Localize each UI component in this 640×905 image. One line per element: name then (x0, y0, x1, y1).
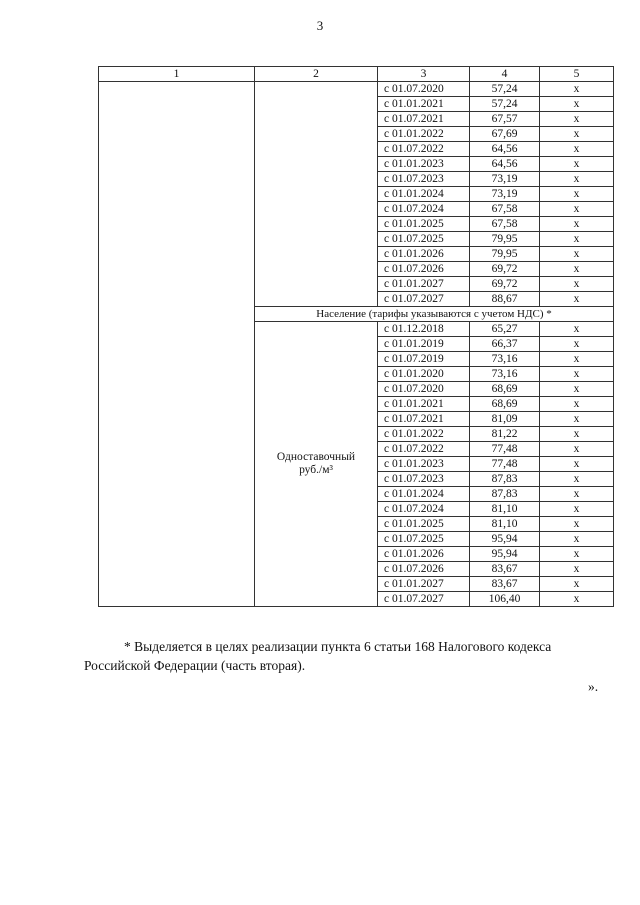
tariff-value-cell: 95,94 (470, 532, 540, 547)
period-cell: с 01.01.2027 (378, 577, 470, 592)
mark-cell: х (540, 97, 614, 112)
tariff-value-cell: 83,67 (470, 577, 540, 592)
period-cell: с 01.07.2020 (378, 382, 470, 397)
mark-cell: х (540, 367, 614, 382)
header-row (99, 67, 614, 82)
period-cell: с 01.12.2018 (378, 322, 470, 337)
tariff-table-body (99, 67, 614, 607)
mark-cell: х (540, 277, 614, 292)
blank-col-1-cell (99, 82, 255, 607)
period-cell: с 01.01.2025 (378, 217, 470, 232)
tariff-value-cell: 87,83 (470, 487, 540, 502)
mark-cell: х (540, 427, 614, 442)
tariff-value-cell: 87,83 (470, 472, 540, 487)
period-cell: с 01.01.2021 (378, 97, 470, 112)
mark-cell: х (540, 127, 614, 142)
period-cell: с 01.07.2022 (378, 442, 470, 457)
tariff-value-cell: 69,72 (470, 262, 540, 277)
tariff-value-cell: 81,09 (470, 412, 540, 427)
header-col-2: 2 (255, 67, 378, 82)
mark-cell: х (540, 172, 614, 187)
tariff-value-cell: 67,69 (470, 127, 540, 142)
period-cell: с 01.07.2026 (378, 562, 470, 577)
tariff-value-cell: 79,95 (470, 232, 540, 247)
period-cell: с 01.07.2025 (378, 532, 470, 547)
period-cell: с 01.01.2026 (378, 247, 470, 262)
period-cell: с 01.01.2020 (378, 367, 470, 382)
mark-cell: х (540, 517, 614, 532)
mark-cell: х (540, 487, 614, 502)
tariff-value-cell: 68,69 (470, 382, 540, 397)
period-cell: с 01.01.2022 (378, 427, 470, 442)
tariff-type-cell (255, 322, 378, 607)
tariff-table-wrapper (98, 66, 613, 607)
tariff-value-cell: 57,24 (470, 97, 540, 112)
mark-cell: х (540, 502, 614, 517)
tariff-value-cell: 69,72 (470, 277, 540, 292)
tariff-value-cell: 81,10 (470, 517, 540, 532)
mark-cell: х (540, 412, 614, 427)
tariff-value-cell: 73,16 (470, 367, 540, 382)
period-cell: с 01.07.2019 (378, 352, 470, 367)
tariff-value-cell: 67,58 (470, 217, 540, 232)
mark-cell: х (540, 442, 614, 457)
mark-cell: х (540, 337, 614, 352)
tariff-unit-label: руб./м³ (299, 464, 333, 476)
mark-cell: х (540, 217, 614, 232)
tariff-value-cell: 64,56 (470, 142, 540, 157)
tariff-value-cell: 79,95 (470, 247, 540, 262)
mark-cell: х (540, 142, 614, 157)
mark-cell: х (540, 82, 614, 97)
tariff-value-cell: 57,24 (470, 82, 540, 97)
period-cell: с 01.01.2022 (378, 127, 470, 142)
period-cell: с 01.01.2027 (378, 277, 470, 292)
tariff-value-cell: 106,40 (470, 592, 540, 607)
tariff-table (98, 66, 614, 607)
mark-cell: х (540, 532, 614, 547)
mark-cell: х (540, 247, 614, 262)
period-cell: с 01.01.2023 (378, 157, 470, 172)
closing-quote: ». (588, 679, 599, 694)
header-col-5: 5 (540, 67, 614, 82)
mark-cell: х (540, 292, 614, 307)
mark-cell: х (540, 577, 614, 592)
tariff-value-cell: 81,22 (470, 427, 540, 442)
period-cell: с 01.07.2022 (378, 142, 470, 157)
tariff-value-cell: 73,19 (470, 187, 540, 202)
period-cell: с 01.01.2019 (378, 337, 470, 352)
mark-cell: х (540, 202, 614, 217)
tariff-value-cell: 68,69 (470, 397, 540, 412)
tariff-value-cell: 67,57 (470, 112, 540, 127)
period-cell: с 01.07.2021 (378, 112, 470, 127)
tariff-value-cell: 67,58 (470, 202, 540, 217)
mark-cell: х (540, 352, 614, 367)
mark-cell: х (540, 382, 614, 397)
period-cell: с 01.07.2027 (378, 292, 470, 307)
period-cell: с 01.07.2021 (378, 412, 470, 427)
period-cell: с 01.01.2025 (378, 517, 470, 532)
period-cell: с 01.01.2023 (378, 457, 470, 472)
section-title: Население (тарифы указываются с учетом НДС) * (255, 307, 614, 322)
header-col-3: 3 (378, 67, 470, 82)
tariff-value-cell: 77,48 (470, 442, 540, 457)
mark-cell: х (540, 457, 614, 472)
tariff-value-cell: 65,27 (470, 322, 540, 337)
period-cell: с 01.01.2026 (378, 547, 470, 562)
page-number: 3 (316, 18, 324, 33)
tariff-value-cell: 83,67 (470, 562, 540, 577)
mark-cell: х (540, 112, 614, 127)
tariff-value-cell: 77,48 (470, 457, 540, 472)
period-cell: с 01.07.2023 (378, 472, 470, 487)
period-cell: с 01.01.2024 (378, 187, 470, 202)
period-cell: с 01.07.2025 (378, 232, 470, 247)
tariff-type-label: Одноставочный (276, 451, 356, 463)
period-cell: с 01.01.2021 (378, 397, 470, 412)
tariff-value-cell: 88,67 (470, 292, 540, 307)
mark-cell: х (540, 232, 614, 247)
mark-cell: х (540, 262, 614, 277)
tariff-value-cell: 81,10 (470, 502, 540, 517)
blank-col-2-cell (255, 82, 378, 307)
mark-cell: х (540, 187, 614, 202)
header-col-4: 4 (470, 67, 540, 82)
period-cell: с 01.07.2020 (378, 82, 470, 97)
tariff-value-cell: 95,94 (470, 547, 540, 562)
mark-cell: х (540, 322, 614, 337)
period-cell: с 01.01.2024 (378, 487, 470, 502)
tariff-value-cell: 73,19 (470, 172, 540, 187)
period-cell: с 01.07.2023 (378, 172, 470, 187)
mark-cell: х (540, 397, 614, 412)
tariff-value-cell: 73,16 (470, 352, 540, 367)
header-col-1: 1 (99, 67, 255, 82)
period-cell: с 01.07.2027 (378, 592, 470, 607)
mark-cell: х (540, 547, 614, 562)
mark-cell: х (540, 472, 614, 487)
period-cell: с 01.07.2026 (378, 262, 470, 277)
mark-cell: х (540, 592, 614, 607)
period-cell: с 01.07.2024 (378, 202, 470, 217)
period-cell: с 01.07.2024 (378, 502, 470, 517)
footnote: * Выделяется в целях реализации пункта 6 статьи 168 Налогового кодекса Российской Федерации (часть вторая). (84, 639, 552, 673)
mark-cell: х (540, 562, 614, 577)
mark-cell: х (540, 157, 614, 172)
tariff-value-cell: 66,37 (470, 337, 540, 352)
table-row (99, 82, 614, 97)
tariff-value-cell: 64,56 (470, 157, 540, 172)
